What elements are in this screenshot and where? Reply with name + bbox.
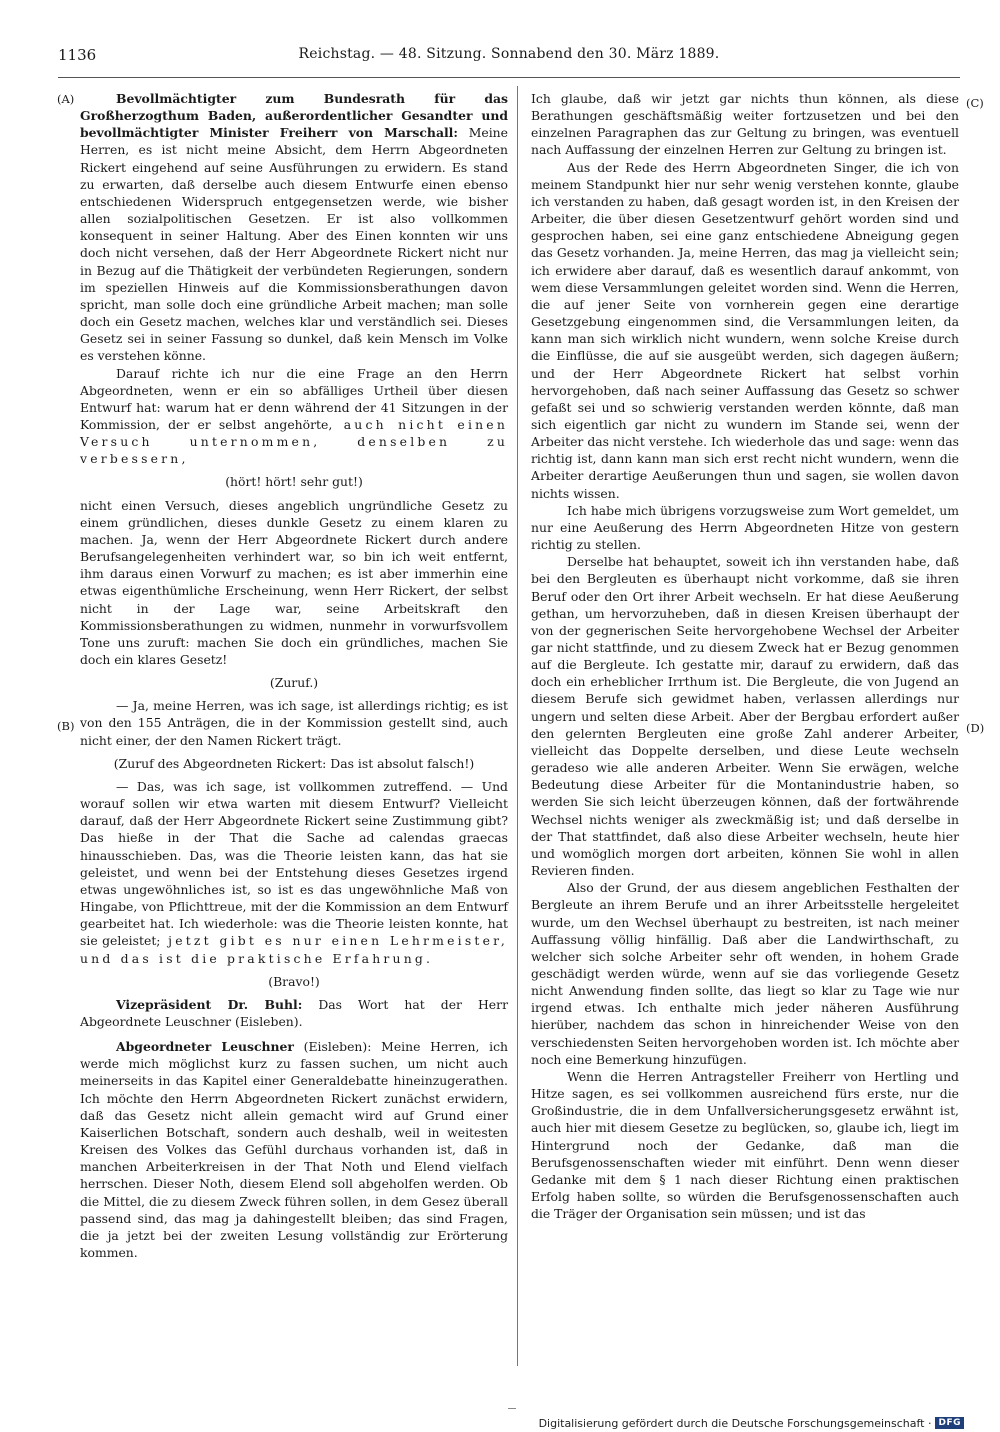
column-rule	[517, 86, 518, 1366]
interjection: (Bravo!)	[268, 973, 320, 989]
paragraph: nicht einen Versuch, dieses angeblich ungründliche Gesetz zu einem gründlichen, dieses dunkle Gesetz zu einem klaren zu machen. Ja, wenn der Herr Abgeordnete Rickert durch andere Berufsangelegenheiten verhindert war, so bin ich weit entfernt, ihm daraus einen Vorwurf zu machen; es ist aber immerhin eine etwas eigenthümliche Erscheinung, wenn Herr Rickert, der selbst nicht in der Lage war, seine Arbeitskraft den Kommissionsberathungen zu widmen, nunmehr in vorwurfsvollem Tone uns zuruft: machen Sie doch ein gründliches, machen Sie doch ein klares Gesetz!	[80, 497, 508, 667]
speaker-name: Bevollmächtigter zum Bundesrath für das Großherzogthum Baden, außerordentlicher Gesandter und bevollmächtigter Minister Freiherr von Marschall:	[80, 91, 508, 141]
paragraph: Derselbe hat behauptet, soweit ich ihn verstanden habe, daß bei den Bergleuten es überhaupt nicht vorkomme, daß sie ihren Beruf oder den Ort ihrer Arbeit wechseln. Er hat diese Aeußerung gethan, um hervorzuheben, daß in diesen Kreisen überhaupt der von der gegnerischen Seite hervorgehobene Wechsel der Arbeiter gar nicht stattfinde, und zu diesem Zweck hat er Bezug genommen auf die Bergleute. Ich gestatte mir, darauf zu erwidern, daß das doch ein erheblicher Irrthum ist. Die Bergleute, die von Jugend an diesem Berufe sich gewidmet haben, verlassen allerdings nur ungern und selten diese Arbeit. Aber der Bergbau erfordert außer den gelernten Bergleuten eine große Zahl anderer Arbeiter, vielleicht das Doppelte derselben, und diese Leute wechseln geradeso wie alle anderen Arbeiter. Wenn Sie erwägen, welche Bedeutung diese Arbeiter für die Montanindustrie haben, so werden Sie sich leicht überzeugen können, daß der fortwährende Wechsel nichts weniger als zweckmäßig ist; und daß derselbe in der That stattfindet, daß also diese Arbeiter wechseln, heute hier und womöglich morgen dort arbeiten, können Sie wohl in allen Revieren finden.	[531, 554, 959, 879]
right-column	[531, 90, 959, 1222]
left-column	[80, 90, 508, 1261]
page-number: 1136	[58, 46, 97, 64]
speaker-name: Abgeordneter Leuschner	[116, 1039, 294, 1055]
footer-text: Digitalisierung gefördert durch die Deutsche Forschungsgemeinschaft ·	[538, 1416, 932, 1430]
header-rule	[58, 77, 960, 78]
paragraph: Wenn die Herren Antragsteller Freiherr von Hertling und Hitze sagen, es sei vollkommen ausreichend fürs erste, nur die Großindustrie, die in dem Unfallversicherungsgesetz erwähnt ist, auch hier mit diesem Gesetze zu beglücken, so, glaube ich, liegt im Hintergrund noch der Gedanke, daß man die Berufsgenossenschaften wieder mit einführt. Denn wenn dieser Gedanke mit dem § 1 nach dieser Richtung einen praktischen Erfolg haben sollte, so würden die Berufsgenossenschaften auch die Träger der Organisation sein müssen; und ist das	[531, 1068, 959, 1222]
paragraph: — Ja, meine Herren, was ich sage, ist allerdings richtig; es ist von den 155 Anträgen, die in der Kommission gestellt sind, auch nicht einer, der den Namen Rickert trägt.	[80, 698, 508, 748]
page-header	[58, 44, 960, 68]
interjection: (Zuruf.)	[269, 675, 319, 691]
paragraph: Ich glaube, daß wir jetzt gar nichts thun können, als diese Berathungen geschäftsmäßig weiter fortzusetzen und bei den einzelnen Paragraphen das zur Geltung zu bringen, was eventuell nach Auffassung der einzelnen Herren zur Geltung zu bringen ist.	[531, 91, 959, 158]
footer	[539, 1415, 964, 1431]
margin-mark-a: (A)	[57, 92, 75, 106]
paragraph: Bevollmächtigter zum Bundesrath für das Großherzogthum Baden, außerordentlicher Gesandter und bevollmächtigter Minister Freiherr von Marschall: Meine Herren, es ist nicht meine Absicht, dem Herrn Abgeordneten Rickert eingehend auf seine Ausführungen zu erwidern. Es stand zu erwarten, daß derselbe auch diesem Entwurfe einen ebenso entschiedenen Widerspruch entgegensetzen werde, wie bisher allen sozialpolitischen Gesetzen. Er ist also vollkommen konsequent in seiner Haltung. Aber des Einen konnten wir uns doch nicht versehen, daß der Herr Abgeordnete Rickert nicht nur in Bezug auf die Thätigkeit der verbündeten Regierungen, sondern im speziellen Hinweis auf die Kommissionsberathungen davon spricht, man solle doch eine gründliche Arbeit machen; man solle doch ein Gesetz machen, welches klar und verständlich sei. Dieses Gesetz sei in seiner Fassung so dunkel, daß kein Mensch im Volke es verstehen könne.	[80, 91, 508, 364]
dfg-logo: DFG	[935, 1417, 964, 1429]
paragraph: Abgeordneter Leuschner (Eisleben): Meine Herren, ich werde mich möglichst kurz zu fassen suchen, um nicht auch meinerseits in das Kapitel einer Generaldebatte hineinzugerathen. Ich möchte den Herrn Abgeordneten Rickert zunächst erwidern, daß das Gesetz nicht allein gemacht wird auf Grund einer Kaiserlichen Botschaft, sondern auch deshalb, weil in weitesten Kreisen des Volkes das Gefühl durchaus vorhanden ist, daß in manchen Arbeiterkreisen in der That Noth und Elend vielfach herrschen. Dieser Noth, diesem Elend soll abgeholfen werden. Ob die Mittel, die zu diesem Zweck führen sollen, in dem Gesez überall passend sind, das mag ja dahingestellt bleiben; das sind Fragen, die ja jetzt bei der zweiten Lesung vollständig zur Erörterung kommen.	[80, 1039, 508, 1260]
paragraph: Ich habe mich übrigens vorzugsweise zum Wort gemeldet, um nur eine Aeußerung des Herrn Abgeordneten Hitze von gestern richtig zu stellen.	[531, 502, 959, 553]
paragraph: Aus der Rede des Herrn Abgeordneten Singer, die ich von meinem Standpunkt hier nur sehr wenig verstehen konnte, glaube ich verstanden zu haben, daß gesagt worden ist, in den Kreisen der Arbeiter, die über diesen Gesetzentwurf gehört worden sind und gesprochen haben, sei eine ganz entschiedene Abneigung gegen das Gesetz vorhanden. Ja, meine Herren, das mag ja vielleicht sein; ich erwidere aber darauf, daß es wesentlich darauf ankommt, von wem diese Versammlungen geleitet worden sind. Wenn die Herren, die auf jener Seite von vornherein gegen eine derartige Gesetzgebung eingenommen sind, die Versammlungen leiten, da kann man sich wirklich nicht wundern, wenn solche Kreise durch die Einflüsse, die auf sie ausgeübt werden, sich dagegen äußern; und der Herr Abgeordnete Rickert hat selbst vorhin hervorgehoben, daß nach seiner Auffassung das Gesetz so schwer gefaßt sei und so schwierig verstanden werden könnte, daß man sich eigentlich gar nicht zu wundern im Stande sei, wenn der Arbeiter das nicht verstehe. Ich wiederhole das und sage: wenn das richtig ist, dann kann man sich erst recht nicht wundern, wenn die Arbeiter derartige Aeußerungen thun und sagen, sie wollen davon nichts wissen.	[531, 159, 959, 501]
interjection: (Zuruf des Abgeordneten Rickert: Das ist absolut falsch!)	[113, 755, 475, 771]
paragraph: Darauf richte ich nur die eine Frage an den Herrn Abgeordneten, wenn er ein so abfälliges Urtheil über diesen Entwurf hat: warum hat er denn während der 41 Sitzungen in der Kommission, der er selbst angehörte, auch nicht einen Versuch unternommen, denselben zu verbessern,	[80, 365, 508, 467]
margin-mark-d: (D)	[966, 721, 985, 735]
footer-rule	[508, 1408, 516, 1409]
paragraph: Also der Grund, der aus diesem angeblichen Festhalten der Bergleute an ihrem Berufe und an ihrer Arbeitsstelle hergeleitet wurde, um den Wechsel überhaupt zu bestreiten, ist nach meiner Auffassung völlig hinfällig. Daß aber die Landwirthschaft, zu welcher sich solche Arbeiter sehr oft wenden, in hohem Grade geschädigt werden würde, wenn auf sie das vorliegende Gesetz nicht Anwendung finden sollte, das liegt so klar zu Tage wie nur irgend etwas. Ich enthalte mich jeder näheren Ausführung hierüber, nachdem das schon in hinreichender Weise von den verschiedensten Seiten hervorgehoben worden ist. Ich möchte aber noch eine Bemerkung hinzufügen.	[531, 880, 959, 1067]
speaker-name: Vizepräsident Dr. Buhl:	[116, 996, 303, 1012]
paragraph: Vizepräsident Dr. Buhl: Das Wort hat der Herr Abgeordnete Leuschner (Eisleben).	[80, 996, 508, 1029]
interjection: (hört! hört! sehr gut!)	[225, 474, 363, 490]
paragraph: — Das, was ich sage, ist vollkommen zutreffend. — Und worauf sollen wir etwa warten mit diesem Entwurf? Vielleicht darauf, daß der Herr Abgeordnete Rickert seine Zustimmung gibt? Das hieße in der That die Sache ad calendas graecas hinausschieben. Das, was die Theorie leisten kann, das hat sie geleistet, und wenn bei der Entstehung dieses Gesetzes irgend etwas ungewöhnliches ist, so ist es das ungewöhnliche Maß von Hingabe, von Pflichttreue, mit der die Kommission an dem Entwurf gearbeitet hat. Ich wiederhole: was die Theorie leisten konnte, hat sie geleistet; jetzt gibt es nur einen Lehrmeister, und das ist die praktische Erfahrung.	[80, 778, 508, 966]
margin-mark-b: (B)	[57, 719, 75, 733]
running-title: Reichstag. — 48. Sitzung. Sonnabend den 30. März 1889.	[298, 46, 720, 62]
margin-mark-c: (C)	[966, 96, 984, 110]
